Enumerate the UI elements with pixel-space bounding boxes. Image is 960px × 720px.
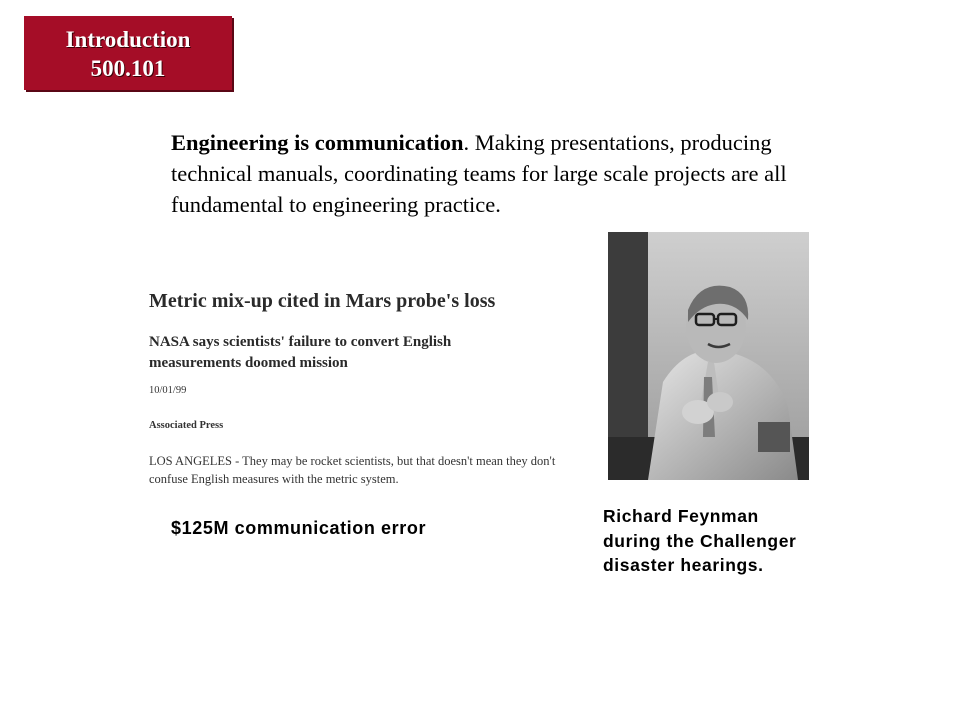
feynman-photo-illustration <box>608 232 809 480</box>
news-clipping-image <box>146 282 564 492</box>
clipping-lede: LOS ANGELES - They may be rocket scientists, but that doesn't mean they don't confuse English measures with the metric system. <box>149 454 556 486</box>
clipping-date: 10/01/99 <box>149 385 187 396</box>
intro-paragraph <box>171 127 811 220</box>
clipping-source: Associated Press <box>149 420 224 431</box>
feynman-caption <box>603 504 903 578</box>
course-badge <box>24 16 232 90</box>
clipping-caption: $125M communication error <box>171 518 427 538</box>
course-title: Introduction <box>65 27 191 52</box>
intro-rest: . Making presentations, producing technical manuals, coordinating teams for large scale projects are all fundamental to engineering practice. <box>171 130 787 217</box>
course-number: 500.101 <box>90 56 166 81</box>
intro-bold-lead: Engineering is communication <box>171 130 464 155</box>
clipping-subheadline: NASA says scientists' failure to convert English measurements doomed mission <box>149 334 452 371</box>
feynman-caption-line1: Richard Feynman <box>603 506 759 526</box>
clipping-headline: Metric mix-up cited in Mars probe's loss <box>149 290 496 312</box>
feynman-caption-line3: disaster hearings. <box>603 555 764 575</box>
feynman-caption-line2: during the Challenger <box>603 530 797 551</box>
feynman-photo <box>608 232 809 480</box>
